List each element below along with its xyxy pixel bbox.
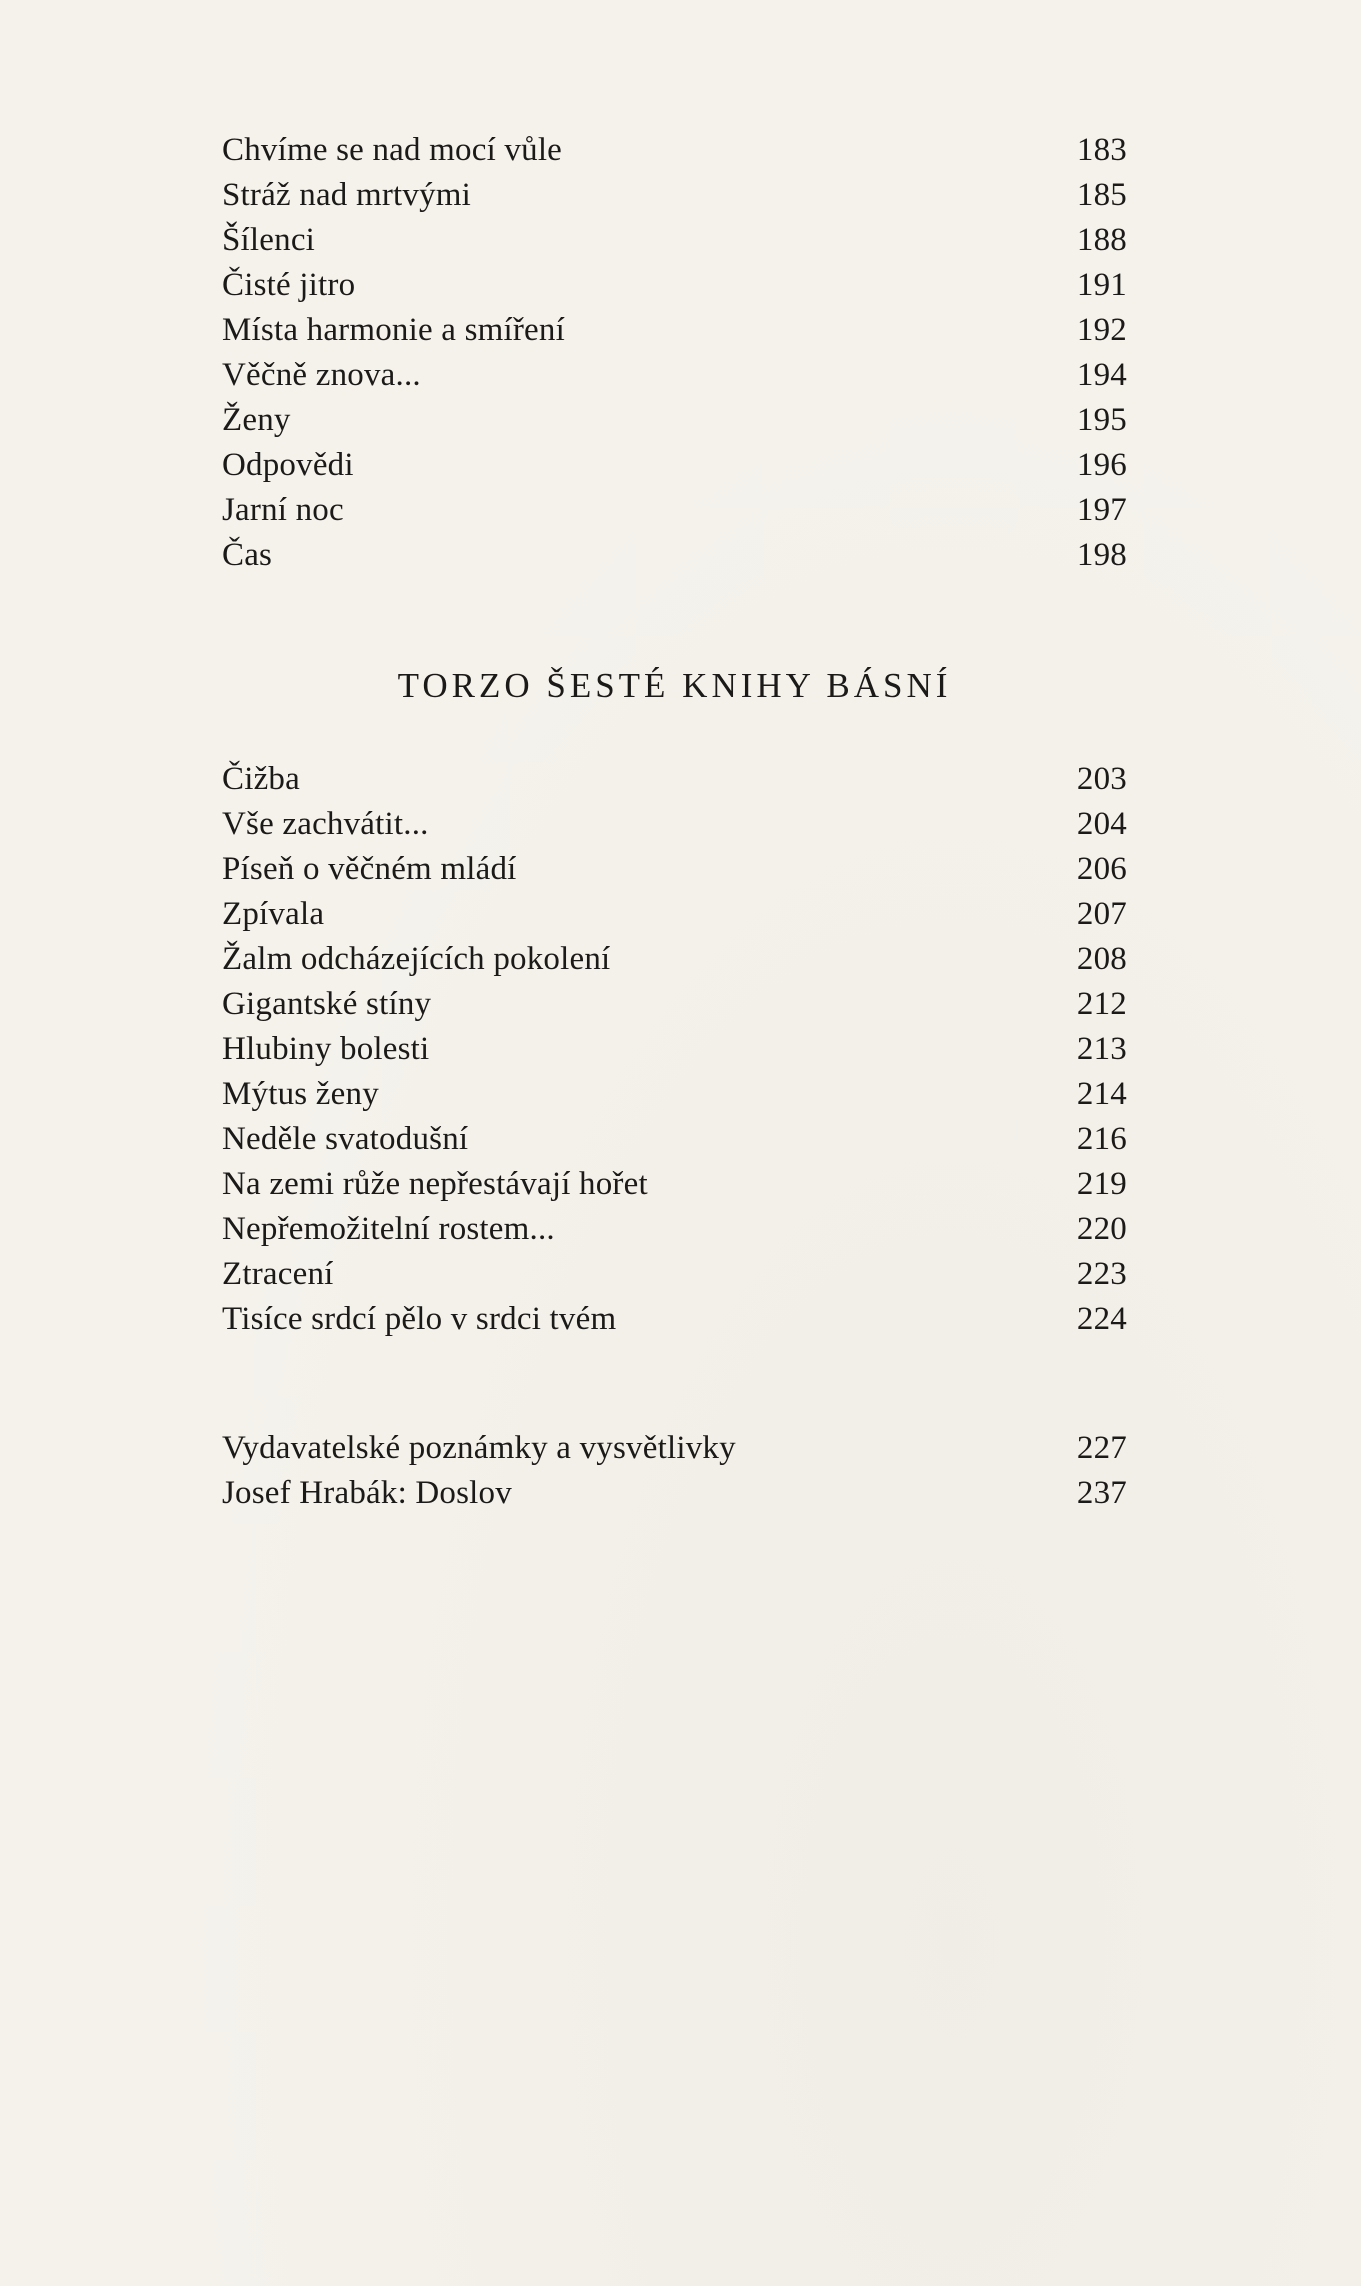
toc-entry-page: 185 xyxy=(1076,177,1127,213)
toc-entry-title: Vydavatelské poznámky a vysvětlivky xyxy=(222,1430,736,1466)
toc-entry-page: 191 xyxy=(1076,267,1127,303)
toc-entry xyxy=(222,173,1127,218)
toc-entry-title: Věčně znova... xyxy=(222,357,421,393)
toc-entry-page: 192 xyxy=(1076,312,1127,348)
toc-section-1 xyxy=(222,128,1127,578)
toc-entry-page: 227 xyxy=(1076,1430,1127,1466)
toc-entry xyxy=(222,1471,1127,1516)
toc-entry xyxy=(222,982,1127,1027)
toc-entry xyxy=(222,1027,1127,1072)
toc-entry xyxy=(222,488,1127,533)
toc-section-3 xyxy=(222,1426,1127,1516)
toc-entry xyxy=(222,757,1127,802)
toc-entry-title: Ztracení xyxy=(222,1256,334,1292)
toc-entry xyxy=(222,892,1127,937)
toc-entry xyxy=(222,398,1127,443)
toc-entry xyxy=(222,1072,1127,1117)
toc-entry-page: 194 xyxy=(1076,357,1127,393)
toc-entry xyxy=(222,128,1127,173)
toc-entry xyxy=(222,1252,1127,1297)
toc-entry-title: Místa harmonie a smíření xyxy=(222,312,565,348)
toc-entry-page: 195 xyxy=(1076,402,1127,438)
toc-entry xyxy=(222,443,1127,488)
toc-entry-title: Ženy xyxy=(222,402,291,438)
toc-entry-page: 223 xyxy=(1076,1256,1127,1292)
toc-entry-title: Šílenci xyxy=(222,222,316,258)
toc-entry xyxy=(222,1297,1127,1342)
toc-entry-page: 219 xyxy=(1076,1166,1127,1202)
toc-entry-title: Tisíce srdcí pělo v srdci tvém xyxy=(222,1301,617,1337)
toc-entry-page: 237 xyxy=(1076,1475,1127,1511)
toc-entry xyxy=(222,308,1127,353)
toc-entry-page: 208 xyxy=(1076,941,1127,977)
toc-entry-page: 207 xyxy=(1076,896,1127,932)
toc-entry-page: 220 xyxy=(1076,1211,1127,1247)
toc-entry-title: Gigantské stíny xyxy=(222,986,432,1022)
toc-entry-title: Neděle svatodušní xyxy=(222,1121,469,1157)
toc-entry xyxy=(222,353,1127,398)
toc-entry-page: 197 xyxy=(1076,492,1127,528)
toc-entry-title: Jarní noc xyxy=(222,492,344,528)
toc-entry-title: Hlubiny bolesti xyxy=(222,1031,430,1067)
toc-entry-page: 188 xyxy=(1076,222,1127,258)
toc-entry-title: Čižba xyxy=(222,761,300,797)
toc-entry-page: 203 xyxy=(1076,761,1127,797)
toc-entry xyxy=(222,1426,1127,1471)
toc-entry xyxy=(222,937,1127,982)
toc-entry-page: 213 xyxy=(1076,1031,1127,1067)
toc-entry-title: Nepřemožitelní rostem... xyxy=(222,1211,555,1247)
toc-entry xyxy=(222,263,1127,308)
toc-entry-title: Vše zachvátit... xyxy=(222,806,429,842)
toc-entry-page: 214 xyxy=(1076,1076,1127,1112)
toc-section-2 xyxy=(222,757,1127,1342)
toc-entry-title: Čisté jitro xyxy=(222,267,356,303)
toc-entry xyxy=(222,218,1127,263)
toc-entry-title: Píseň o věčném mládí xyxy=(222,851,517,887)
toc-entry-title: Chvíme se nad mocí vůle xyxy=(222,132,563,168)
toc-entry-page: 216 xyxy=(1076,1121,1127,1157)
toc-entry-page: 206 xyxy=(1076,851,1127,887)
toc-entry-title: Mýtus ženy xyxy=(222,1076,379,1112)
toc-entry-page: 204 xyxy=(1076,806,1127,842)
toc-entry-title: Odpovědi xyxy=(222,447,354,483)
toc-entry-page: 198 xyxy=(1076,537,1127,573)
section-heading: TORZO ŠESTÉ KNIHY BÁSNÍ xyxy=(397,666,952,705)
toc-entry xyxy=(222,1117,1127,1162)
toc-entry-page: 183 xyxy=(1076,132,1127,168)
toc-entry xyxy=(222,533,1127,578)
toc-entry-page: 224 xyxy=(1076,1301,1127,1337)
toc-entry-page: 196 xyxy=(1076,447,1127,483)
toc-entry xyxy=(222,1162,1127,1207)
toc-entry-page: 212 xyxy=(1076,986,1127,1022)
toc-entry xyxy=(222,802,1127,847)
toc-entry-title: Čas xyxy=(222,537,273,573)
toc-entry-title: Na zemi růže nepřestávají hořet xyxy=(222,1166,648,1202)
toc-entry xyxy=(222,1207,1127,1252)
toc-entry-title: Stráž nad mrtvými xyxy=(222,177,472,213)
toc-entry xyxy=(222,847,1127,892)
toc-entry-title: Zpívala xyxy=(222,896,325,932)
toc-entry-title: Žalm odcházejících pokolení xyxy=(222,941,611,977)
toc-entry-title: Josef Hrabák: Doslov xyxy=(222,1475,512,1511)
